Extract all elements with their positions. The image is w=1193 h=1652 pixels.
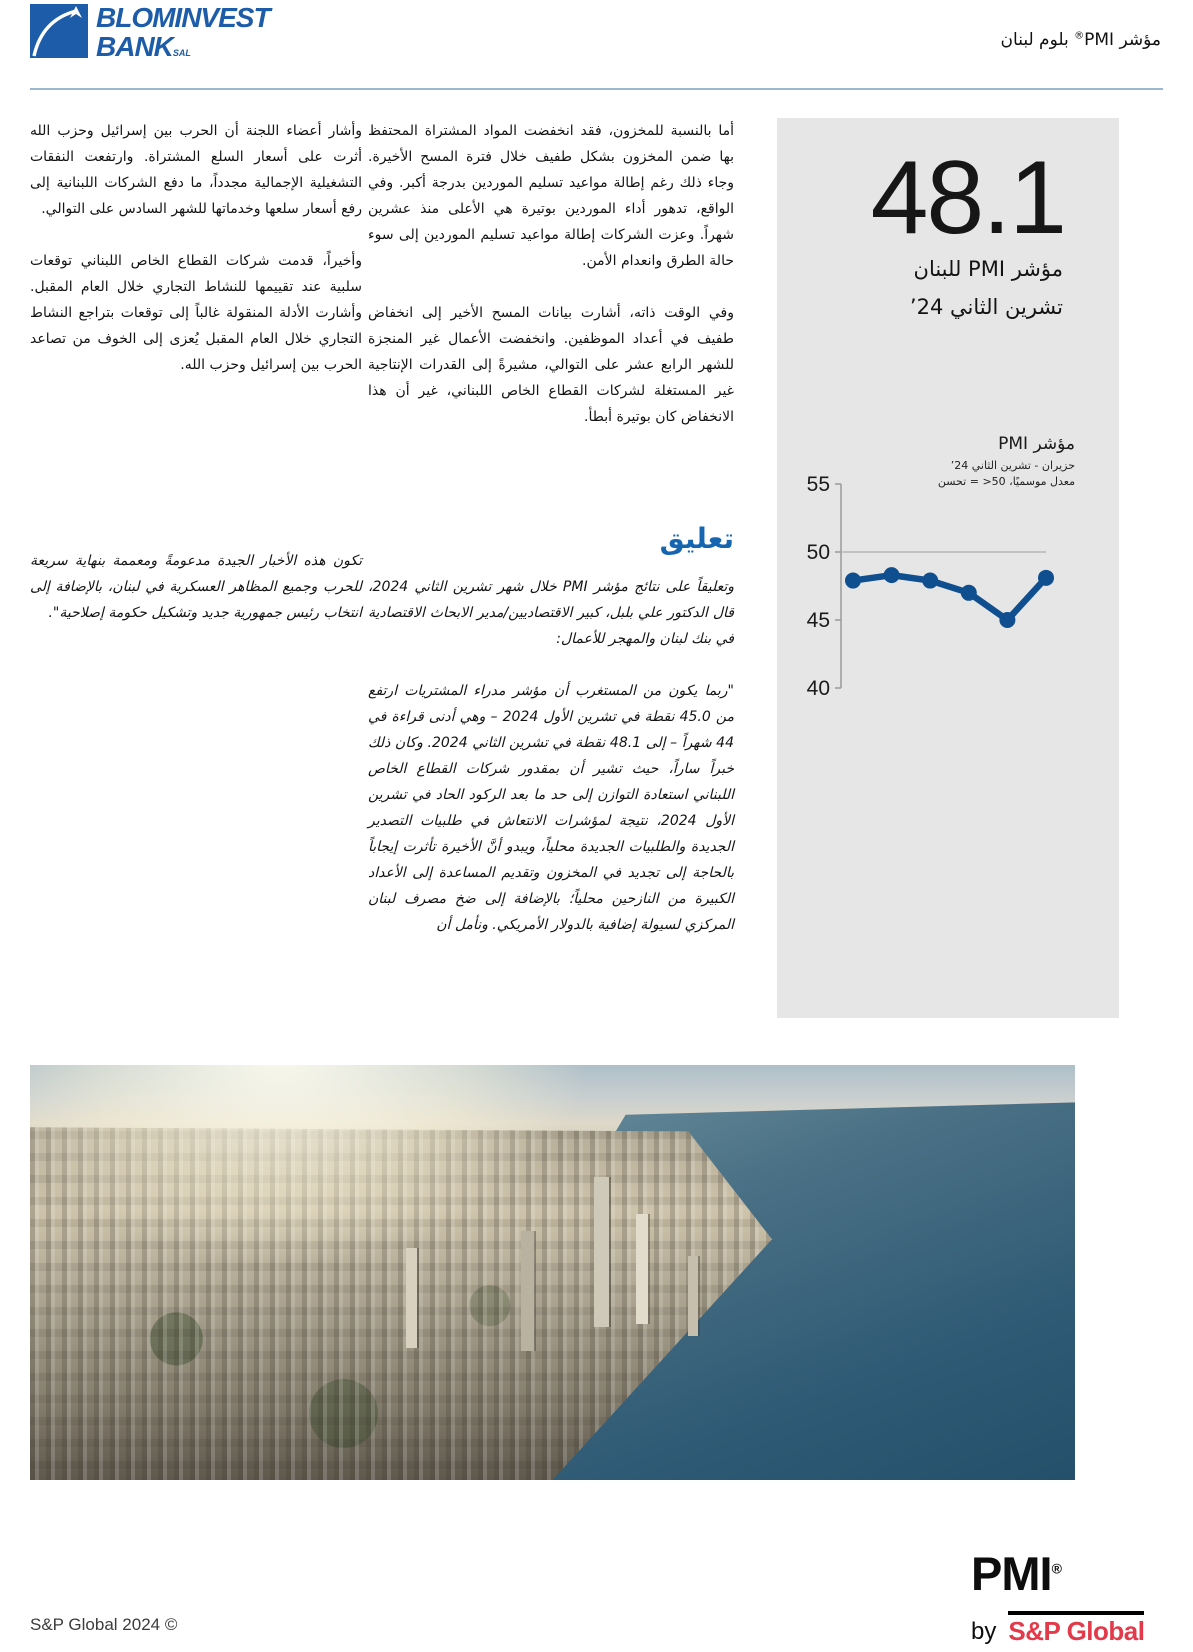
registered-mark: ® (1074, 30, 1085, 42)
commentary-quote: "ربما يكون من المستغرب أن مؤشر مدراء المشتريات ارتفع من 45.0 نقطة في تشرين الأول 2024 – وهي أدنى قراءة في 44 شهراً – إلى 48.1 نقطة في تشرين الثاني 2024. وكان ذلك خبراً ساراً، حيث تشير أن بمقدور شركات القطاع الخاص اللبناني استعادة التوازن إلى حد ما بعد الركود الحاد في تشرين الأول 2024، نتيجة لمؤشرات الانتعاش في طلبيات التصدير الجديدة والطلبيات الجديدة محلياً، ويبدو أنَّ الأخيرة تأثرت إيجاباً بالحاجة إلى تجديد في المخزون وتقديم المساعدة إلى الأعداد الكبيرة من النازحين محلياً؛ بالإضافة إلى ضخ مصرف لبنان المركزي لسيولة إضافية بالدولار الأمريكي. ونأمل أن (368, 683, 734, 933)
svg-text:55: 55 (806, 473, 830, 496)
body-paragraph: وأخيراً، قدمت شركات القطاع الخاص اللبناني توقعات سلبية عند تقييمها للنشاط التجاري خلال العام المقبل. وأشارت الأدلة المنقولة غالباً إلى توقعات بتراجع النشاط التجاري خلال العام المقبل يُعزى إلى الخوف من تصاعد الحرب بين إسرائيل وحزب الله. (30, 253, 362, 373)
logo-line2: BANKSAL (96, 30, 191, 62)
body-paragraph: أما بالنسبة للمخزون، فقد انخفضت المواد المشتراة المحتفظ بها ضمن المخزون بشكل طفيف خلال فترة المسح الأخيرة. وجاء ذلك رغم إطالة مواعيد تسليم الموردين بدرجة أكبر. وفي الواقع، تدهور أداء الموردين بوتيرة هي الأعلى منذ عشرين شهراً. وعزت الشركات إطالة مواعيد تسليم الموردين إلى سوء حالة الطرق وانعدام الأمن. (368, 123, 734, 269)
copyright-notice: S&P Global 2024 © (30, 1615, 178, 1634)
svg-text:40: 40 (806, 677, 830, 700)
body-paragraph: وفي الوقت ذاته، أشارت بيانات المسح الأخير إلى انخفاض طفيف في أعداد الموظفين. وانخفضت الأعمال غير المنجزة للشهر الرابع عشر على التوالي، مشيرةً إلى القدرات الإنتاجية غير المستغلة لشركات القطاع الخاص اللبناني، غير أن هذا الانخفاض كان بوتيرة أبطأ. (368, 305, 734, 425)
blominvest-wordmark (96, 4, 270, 61)
chart-subtitle: حزيران - تشرين الثاني ‎’24 (950, 459, 1075, 472)
pmi-logo-text: PMI® (971, 1547, 1061, 1600)
blominvest-logo (30, 4, 270, 61)
svg-text:45: 45 (806, 609, 830, 632)
chart-title: مؤشر PMI (998, 434, 1075, 454)
body-paragraph: وأشار أعضاء اللجنة أن الحرب بين إسرائيل وحزب الله أثرت على أسعار السلع المشتراة. وارتفعت النفقات التشغيلية الإجمالية مجدداً، ما دفع الشركات اللبنانية إلى رفع أسعار سلعها وخدماتها للشهر السادس على التوالي. (30, 123, 362, 217)
headline-sidebar (777, 118, 1119, 1018)
column-middle (368, 118, 734, 964)
beirut-aerial-photo (30, 1065, 1075, 1480)
report-title: مؤشر ®PMI بلوم لبنان (1000, 30, 1161, 50)
column-left (30, 118, 362, 652)
logo-line1: BLOMINVEST (96, 2, 270, 33)
pmi-headline-label: مؤشر PMI للبنان تشرين الثاني ‎’24 (909, 257, 1063, 319)
logo-sal: SAL (172, 47, 191, 58)
sp-global-brand: S&P Global (1008, 1616, 1145, 1646)
commentary-heading: تعليق (659, 522, 734, 555)
pmi-sp-global-logo (971, 1547, 1145, 1646)
header-divider (30, 88, 1163, 90)
commentary-quote-continued: تكون هذه الأخبار الجيدة مدعومةً ومعممة بنهاية سريعة للحرب وجميع المظاهر العسكرية في لبنان، بالإضافة إلى انتخاب رئيس جمهورية جديد وتشكيل حكومة إصلاحية". (30, 553, 362, 621)
registered-mark: ® (1051, 1560, 1061, 1577)
pmi-headline-value: 48.1 (870, 140, 1065, 256)
chart-note: معدل موسميًا، ‎>50‎ = تحسن (937, 475, 1075, 488)
commentary-intro: وتعليقاً على نتائج مؤشر PMI خلال شهر تشرين الثاني 2024، قال الدكتور علي بلبل، كبير الاقتصاديين/مدير الابحاث الاقتصادية في بنك لبنان والمهجر للأعمال: (368, 579, 734, 647)
by-label: by (971, 1617, 997, 1645)
svg-text:50: 50 (806, 541, 830, 564)
pmi-chart (803, 470, 1063, 702)
blom-bank-logo-icon (30, 4, 88, 60)
